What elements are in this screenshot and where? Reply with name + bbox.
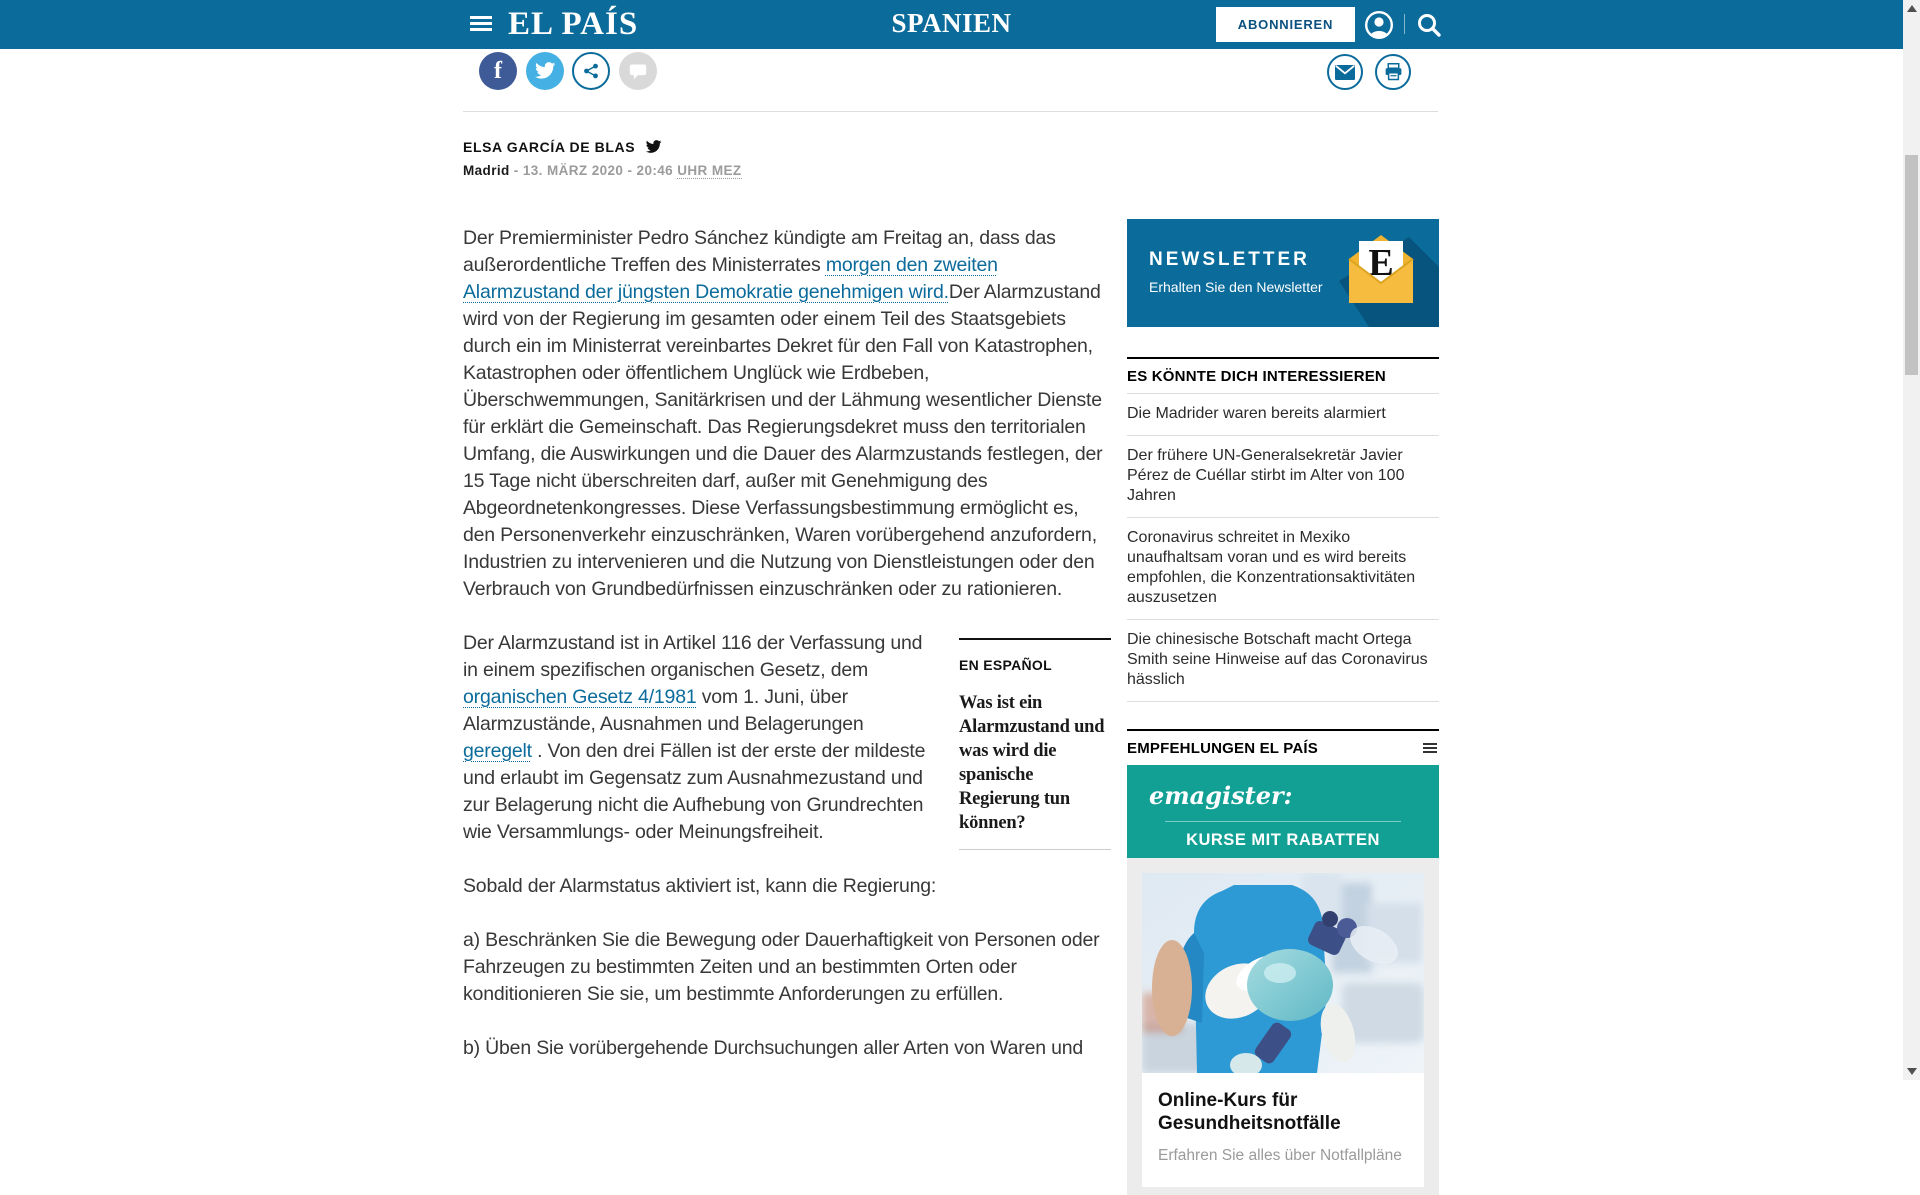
dateline (463, 163, 742, 178)
emagister-logo: emagister: (1149, 781, 1292, 810)
interesting-item-1[interactable]: Die Madrider waren bereits alarmiert (1127, 394, 1439, 436)
search-icon[interactable] (1414, 10, 1444, 40)
dateline-timezone[interactable]: UHR MEZ (677, 163, 741, 179)
paragraph-2-link-2[interactable]: geregelt (463, 740, 532, 762)
elpais-logo[interactable]: EL PAÍS (508, 6, 638, 43)
top-navigation-bar (0, 0, 1903, 49)
newsletter-title: NEWSLETTER (1149, 249, 1310, 271)
paragraph-5: b) Üben Sie vorübergehende Durchsuchungen aller Arten von Waren und (463, 1035, 1111, 1062)
paragraph-1-text-after: Der Alarmzustand wird von der Regierung im gesamten oder einem Teil des Staatsgebiets durch ein im Ministerrat vereinbartes Dekret für den Fall von Katastrophen, Katastrophen oder öffentlichem Unglück wie Erdbeben, Überschwemmungen, Sanitärkrisen und der Lähmung wesentlicher Dienste für erklärt die Gemeinschaft. Das Regierungsdekret muss den territorialen Umfang, die Auswirkungen und die Dauer des Alarmzustands festlegen, der 15 Tage nicht überschreiten darf, außer mit Genehmigung des Abgeordnetenkongresses. Diese Verfassungsbestimmung ermöglicht es, den Personenverkehr einzuschränken, Waren vorübergehend anzufordern, Industrien zu intervenieren und die Nutzung von Dienstleistungen oder den Verbrauch von Grundbedürfnissen einzuschränken oder zu rationieren. (463, 281, 1102, 600)
author-name[interactable]: ELSA GARCÍA DE BLAS (463, 139, 635, 155)
paragraph-2-text-b: vom 1. Juni, über Alarmzustände, Ausnahmen und Belagerungen (463, 686, 864, 735)
paragraph-2-text-a: Der Alarmzustand ist in Artikel 116 der Verfassung und in einem spezifischen organischen Gesetz, dem (463, 632, 922, 681)
emagister-banner[interactable] (1127, 765, 1439, 858)
course-card[interactable] (1142, 873, 1424, 1187)
interesting-item-4[interactable]: Die chinesische Botschaft macht Ortega Smith seine Hinweise auf das Coronavirus hässlich (1127, 620, 1439, 702)
facebook-share-icon[interactable]: f (479, 52, 517, 90)
recommendations-heading (1127, 729, 1439, 765)
newsletter-box[interactable] (1127, 219, 1439, 327)
interesting-heading: ES KÖNNTE DICH INTERESSIEREN (1127, 357, 1439, 394)
paragraph-2-link-1[interactable]: organischen Gesetz 4/1981 (463, 686, 697, 708)
svg-text:E: E (1368, 242, 1393, 284)
course-subtitle: Erfahren Sie alles über Notfallpläne (1158, 1147, 1408, 1165)
print-icon[interactable] (1375, 54, 1411, 90)
dateline-date: - 13. MÄRZ 2020 - 20:46 (510, 163, 678, 178)
email-icon[interactable] (1327, 54, 1363, 90)
subscribe-button[interactable]: ABONNIEREN (1216, 7, 1355, 42)
user-account-icon[interactable] (1364, 10, 1394, 40)
course-image (1142, 873, 1424, 1073)
en-espanol-inset[interactable] (959, 638, 1111, 850)
newsletter-subtitle: Erhalten Sie den Newsletter (1149, 279, 1323, 295)
interesting-item-2[interactable]: Der frühere UN-Generalsekretär Javier Pérez de Cuéllar stirbt im Alter von 100 Jahren (1127, 436, 1439, 518)
share-icon[interactable] (572, 52, 610, 90)
paragraph-3: Sobald der Alarmstatus aktiviert ist, kann die Regierung: (463, 873, 1111, 900)
newsletter-envelope-icon (1309, 219, 1439, 327)
article-body (463, 225, 1111, 1089)
scrollbar-thumb[interactable] (1905, 155, 1918, 375)
emagister-banner-text: KURSE MIT RABATTEN (1127, 831, 1439, 850)
sidebar (1127, 219, 1439, 1195)
paragraph-4: a) Beschränken Sie die Bewegung oder Dauerhaftigkeit von Personen oder Fahrzeugen zu bestimmten Zeiten und an bestimmten Orten oder konditionieren Sie sie, um bestimmte Anforderungen zu erfüllen. (463, 927, 1111, 1008)
comments-icon[interactable] (619, 52, 657, 90)
header-divider (1404, 14, 1405, 34)
course-title[interactable]: Online-Kurs für Gesundheitsnotfälle (1158, 1089, 1408, 1135)
section-title: SPANIEN (0, 8, 1903, 39)
twitter-share-icon[interactable] (526, 52, 564, 90)
header-rule (463, 111, 1438, 112)
author-twitter-icon[interactable] (645, 140, 662, 154)
scrollbar-up-arrow[interactable] (1907, 5, 1917, 12)
dateline-location: Madrid (463, 163, 510, 178)
paragraph-1-text: Der Premierminister Pedro Sánchez kündigte am Freitag an, dass das außerordentliche Treffen des Ministerrates (463, 227, 1056, 276)
recommendations-heading-label: EMPFEHLUNGEN EL PAÍS (1127, 740, 1318, 757)
inset-label: EN ESPAÑOL (959, 652, 1111, 679)
inset-title[interactable]: Was ist ein Alarmzustand und was wird die spanische Regierung tun können? (959, 691, 1111, 850)
interesting-item-3[interactable]: Coronavirus schreitet in Mexiko unaufhaltsam voran und es wird bereits empfohlen, die Konzentrationsaktivitäten auszusetzen (1127, 518, 1439, 620)
recommendations-menu-icon[interactable] (1423, 743, 1437, 753)
paragraph-1-link[interactable]: morgen den zweiten Alarmzustand der jüngsten Demokratie genehmigen wird. (463, 254, 998, 303)
paragraph-2-text-c: . Von den drei Fällen ist der erste der mildeste und erlaubt im Gegensatz zum Ausnahmezustand und zur Belagerung nicht die Aufhebung von Grundrechten wie Versammlungs- oder Meinungsfreiheit. (463, 740, 925, 843)
paragraph-1 (463, 225, 1111, 603)
emagister-divider (1165, 821, 1401, 822)
scrollbar-down-arrow[interactable] (1907, 1068, 1917, 1075)
ad-panel (1127, 858, 1439, 1195)
